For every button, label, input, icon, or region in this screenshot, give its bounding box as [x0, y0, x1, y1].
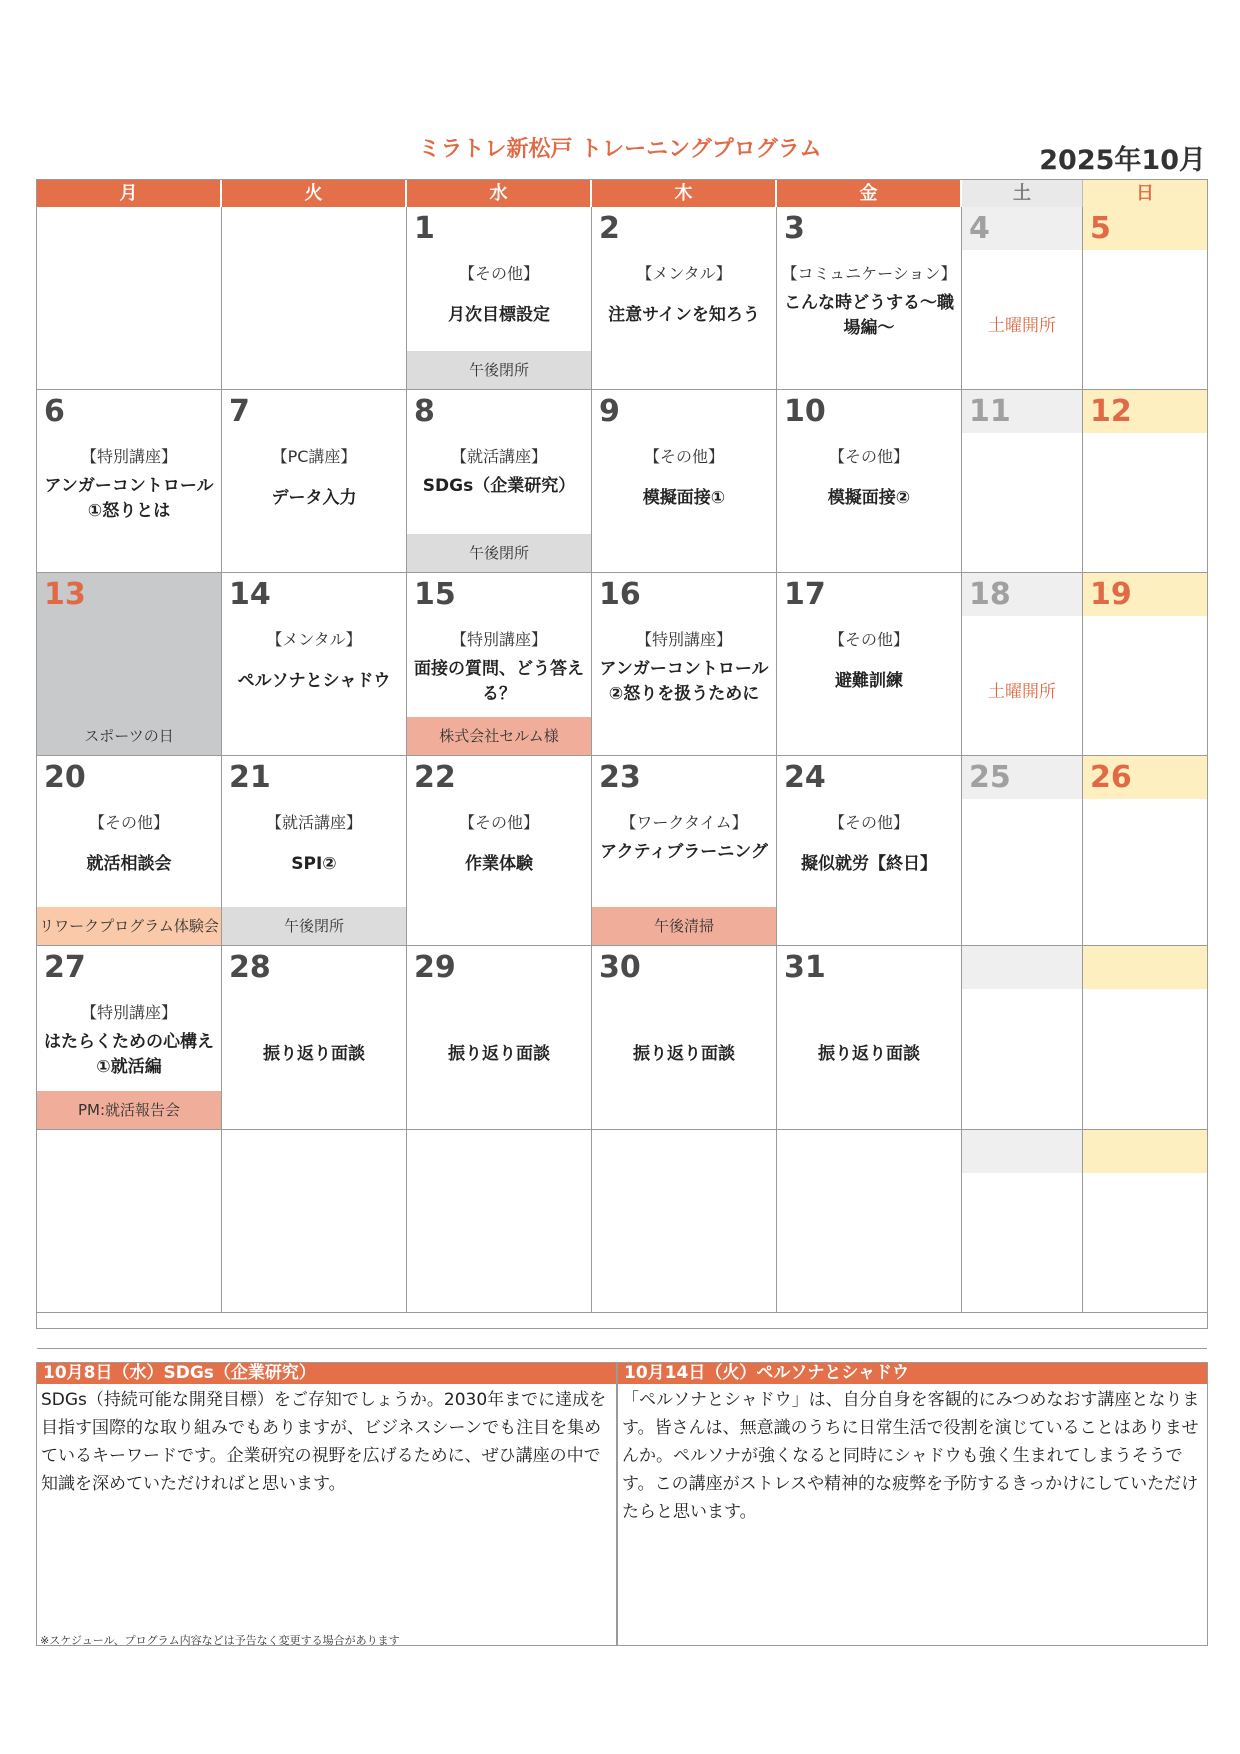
event-category: 【その他】 — [458, 264, 539, 283]
calendar-day-cell — [777, 207, 962, 390]
event-title: はたらくための心構え①就活編 — [44, 1032, 214, 1077]
event-title: 振り返り面談 — [818, 1044, 920, 1064]
event-category: 【特別講座】 — [80, 1003, 177, 1022]
event-title: 振り返り面談 — [633, 1044, 735, 1064]
month-label: 2025年10月 — [1039, 145, 1206, 176]
calendar-day-cell — [962, 207, 1083, 390]
calendar-day-cell — [1083, 946, 1207, 1130]
day-number: 12 — [1090, 394, 1132, 429]
event-category: 【メンタル】 — [266, 630, 362, 649]
description-heading: 10月8日（水）SDGs（企業研究） — [37, 1363, 616, 1384]
day-number: 7 — [229, 394, 250, 429]
calendar-day-cell — [407, 946, 592, 1130]
event-category: 【ワークタイム】 — [620, 813, 748, 832]
description-heading: 10月14日（火）ペルソナとシャドウ — [618, 1363, 1207, 1384]
event-category: 【特別講座】 — [80, 447, 177, 466]
day-band — [1083, 1130, 1207, 1173]
day-number: 27 — [44, 950, 86, 985]
calendar-day-cell — [592, 756, 777, 946]
event-title: 模擬面接② — [827, 488, 911, 508]
description-box-sdgs — [36, 1362, 617, 1646]
event-title: こんな時どうする～職場編～ — [784, 293, 954, 338]
calendar-day-cell — [1083, 207, 1207, 390]
day-number: 30 — [599, 950, 641, 985]
event-category: 【その他】 — [828, 447, 909, 466]
calendar-day-cell — [1083, 573, 1207, 756]
calendar-day-cell — [962, 573, 1083, 756]
calendar-day-cell — [777, 946, 962, 1130]
calendar-day-cell — [37, 756, 222, 946]
calendar-day-cell — [962, 946, 1083, 1130]
holiday-name: スポーツの日 — [84, 727, 174, 745]
day-number: 26 — [1090, 760, 1132, 795]
event-category: 【特別講座】 — [635, 630, 732, 649]
event-title: データ入力 — [271, 488, 357, 508]
event-category: 【PC講座】 — [271, 447, 357, 466]
event-category: 【その他】 — [643, 447, 724, 466]
day-number: 21 — [229, 760, 271, 795]
calendar-day-cell — [222, 390, 407, 573]
calendar-day-cell — [962, 390, 1083, 573]
calendar-day-cell — [407, 573, 592, 756]
day-number: 18 — [969, 577, 1011, 612]
calendar-day-cell — [962, 756, 1083, 946]
day-note: 株式会社セルム様 — [407, 717, 591, 755]
event-category: 【就活講座】 — [265, 813, 362, 832]
event-title: 振り返り面談 — [263, 1044, 365, 1064]
event-title: SDGs（企業研究） — [422, 476, 576, 496]
event-title: 避難訓練 — [835, 671, 903, 691]
calendar-day-cell — [962, 1130, 1083, 1313]
calendar-day-cell — [777, 1130, 962, 1313]
day-number: 2 — [599, 211, 620, 246]
calendar-day-cell — [222, 207, 407, 390]
calendar-day-cell — [37, 1130, 222, 1313]
day-number: 10 — [784, 394, 826, 429]
day-number: 9 — [599, 394, 620, 429]
event-title: 振り返り面談 — [448, 1044, 550, 1064]
weekday-header: 金 — [777, 180, 962, 207]
day-number: 17 — [784, 577, 826, 612]
weekday-header: 水 — [407, 180, 592, 207]
day-number: 13 — [44, 577, 86, 612]
calendar-day-cell — [222, 946, 407, 1130]
day-note: PM:就活報告会 — [37, 1091, 221, 1129]
description-body: SDGs（持続可能な開発目標）をご存知でしょうか。2030年までに達成を目指す国際的な取り組みでもありますが、ビジネスシーンでも注目を集めているキーワードです。企業研究の視野を広げるために、ぜひ講座の中で知識を深めていただければと思います。 — [41, 1390, 607, 1494]
day-number: 31 — [784, 950, 826, 985]
calendar-day-cell — [407, 756, 592, 946]
calendar-day-cell — [592, 207, 777, 390]
event-category: 【特別講座】 — [450, 630, 547, 649]
calendar-grid — [36, 179, 1208, 1329]
calendar-day-cell — [222, 1130, 407, 1313]
weekday-header: 月 — [37, 180, 222, 207]
day-note: 午後閉所 — [222, 907, 406, 945]
day-number: 23 — [599, 760, 641, 795]
calendar-day-cell — [1083, 756, 1207, 946]
event-title: 就活相談会 — [86, 854, 172, 874]
day-number: 8 — [414, 394, 435, 429]
day-number: 20 — [44, 760, 86, 795]
event-category: 【その他】 — [458, 813, 539, 832]
event-title: SPI② — [291, 854, 337, 874]
calendar-day-cell — [407, 390, 592, 573]
event-category: 【その他】 — [828, 813, 909, 832]
event-title: アンガーコントロール②怒りを扱うために — [599, 659, 769, 704]
event-category: 【メンタル】 — [636, 264, 732, 283]
day-note: リワークプログラム体験会 — [37, 907, 221, 945]
event-category: 【その他】 — [88, 813, 169, 832]
day-number: 15 — [414, 577, 456, 612]
calendar-day-cell — [37, 946, 222, 1130]
day-note: 午後閉所 — [407, 351, 591, 389]
day-band — [962, 946, 1082, 989]
event-category: 【その他】 — [828, 630, 909, 649]
event-title: ペルソナとシャドウ — [237, 671, 391, 691]
calendar-day-cell — [222, 573, 407, 756]
event-title: 面接の質問、どう答える？ — [414, 659, 584, 704]
day-number: 1 — [414, 211, 435, 246]
calendar-day-cell — [37, 390, 222, 573]
day-number: 11 — [969, 394, 1011, 429]
day-note: 午後閉所 — [407, 534, 591, 572]
calendar-day-cell — [777, 573, 962, 756]
day-number: 6 — [44, 394, 65, 429]
calendar-day-cell — [37, 573, 222, 756]
event-title: アクティブラーニング — [600, 842, 768, 862]
description-body: 「ペルソナとシャドウ」は、自分自身を客観的にみつめなおす講座となります。皆さんは、無意識のうちに日常生活で役割を演じていることはありませんか。ペルソナが強くなると同時にシャドウも強く生まれてしまうそうです。この講座がストレスや精神的な疲弊を予防するきっかけにしていただけたらと思います。 — [622, 1390, 1200, 1522]
day-band — [1083, 946, 1207, 989]
calendar-day-cell — [592, 946, 777, 1130]
weekday-header: 木 — [592, 180, 777, 207]
calendar-day-cell — [1083, 1130, 1207, 1313]
day-number: 22 — [414, 760, 456, 795]
weekday-header: 土 — [962, 180, 1083, 207]
calendar-day-cell — [592, 1130, 777, 1313]
calendar-day-cell — [407, 207, 592, 390]
event-title: 月次目標設定 — [448, 305, 550, 325]
event-category: 【就活講座】 — [450, 447, 547, 466]
day-number: 5 — [1090, 211, 1111, 246]
event-title: 作業体験 — [465, 854, 533, 874]
calendar-day-cell — [592, 573, 777, 756]
footnote: ※スケジュール、プログラム内容などは予告なく変更する場合があります — [40, 1634, 400, 1647]
saturday-open-note: 土曜開所 — [988, 316, 1056, 336]
calendar-day-cell — [407, 1130, 592, 1313]
weekday-header: 火 — [222, 180, 407, 207]
event-title: 擬似就労【終日】 — [801, 854, 937, 874]
calendar-day-cell — [222, 756, 407, 946]
calendar-spacer-row — [37, 1313, 1207, 1349]
day-number: 3 — [784, 211, 805, 246]
event-title: アンガーコントロール①怒りとは — [44, 476, 214, 521]
day-number: 29 — [414, 950, 456, 985]
day-note: 午後清掃 — [592, 907, 776, 945]
event-category: 【コミュニケーション】 — [781, 264, 957, 283]
saturday-open-note: 土曜開所 — [988, 682, 1056, 702]
day-number: 24 — [784, 760, 826, 795]
calendar-day-cell — [1083, 390, 1207, 573]
event-title: 注意サインを知ろう — [608, 305, 760, 325]
day-number: 16 — [599, 577, 641, 612]
page-title: ミラトレ新松戸 トレーニングプログラム — [418, 137, 822, 162]
day-number: 28 — [229, 950, 271, 985]
day-number: 14 — [229, 577, 271, 612]
weekday-header: 日 — [1083, 180, 1207, 207]
calendar-day-cell — [37, 207, 222, 390]
event-title: 模擬面接① — [642, 488, 726, 508]
description-box-persona — [617, 1362, 1208, 1646]
day-number: 4 — [969, 211, 990, 246]
day-number: 19 — [1090, 577, 1132, 612]
calendar-day-cell — [777, 390, 962, 573]
day-number: 25 — [969, 760, 1011, 795]
calendar-day-cell — [777, 756, 962, 946]
day-band — [962, 1130, 1082, 1173]
calendar-day-cell — [592, 390, 777, 573]
